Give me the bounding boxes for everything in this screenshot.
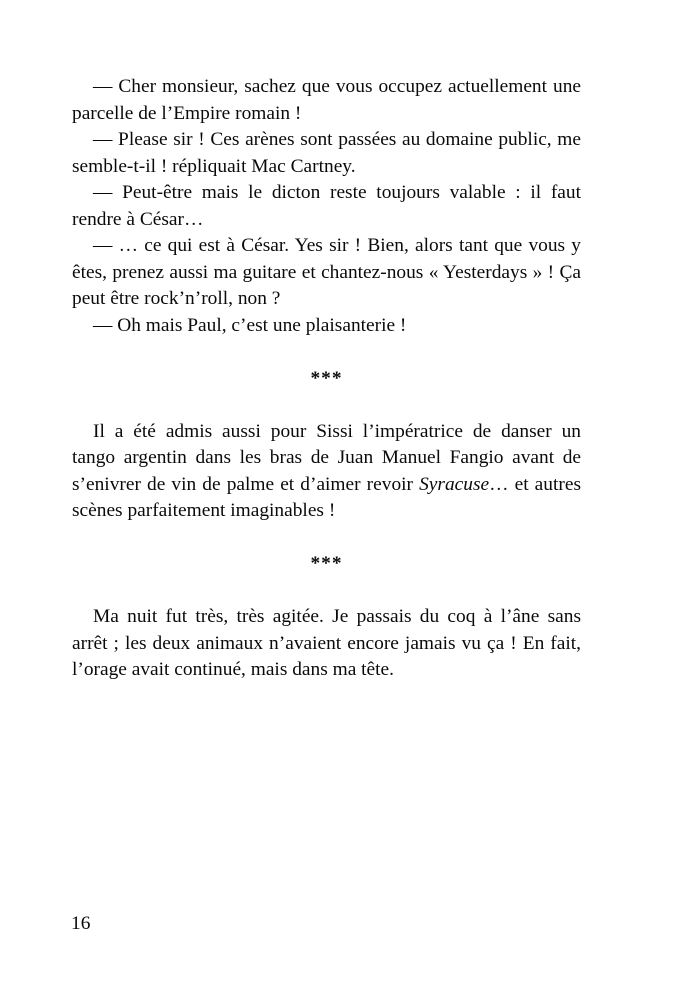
text-line [72, 74, 581, 101]
text-line [72, 154, 581, 181]
text-line [72, 286, 581, 313]
text-line [72, 260, 581, 287]
text-run: — Oh mais Paul, c’est une plaisanterie ! [93, 314, 407, 336]
paragraph [72, 180, 581, 233]
text-run: s’enivrer de vin de palme et d’aimer revoir [72, 473, 420, 495]
paragraph [72, 313, 581, 340]
text-run: — … ce qui est à César. Yes sir ! Bien, alors tant que vous y [93, 235, 581, 256]
text-run: Il a été admis aussi pour Sissi l’impératrice de danser un [93, 420, 581, 442]
text-run: scènes parfaitement imaginables ! [72, 500, 336, 521]
text-line [72, 419, 581, 446]
text-run: arrêt ; les deux animaux n’avaient encore jamais vu ça ! En fait, [72, 632, 581, 654]
text-line [72, 313, 581, 340]
text-run: peut être rock’n’roll, non ? [72, 288, 281, 309]
italic-text: Syracuse [419, 473, 490, 495]
text-run: l’orage avait continué, mais dans ma tête. [72, 659, 394, 680]
section-separator: *** [310, 367, 343, 389]
text-run: êtes, prenez aussi ma guitare et chantez-nous « Yesterdays » ! Ça [72, 261, 581, 283]
text-run: tango argentin dans les bras de Juan Manuel Fangio avant de [72, 447, 581, 468]
paragraph [72, 74, 581, 127]
text-line [72, 445, 581, 472]
text-run: rendre à César… [72, 208, 204, 230]
text-run: — Cher monsieur, sachez que vous occupez actuellement une [93, 76, 581, 97]
text-run: Ma nuit fut très, très agitée. Je passais du coq à l’âne sans [93, 606, 581, 627]
text-run: … et autres [489, 473, 581, 495]
section-separator: *** [310, 553, 343, 574]
text-line [72, 498, 581, 525]
paragraph [72, 127, 581, 180]
text-line [72, 233, 581, 260]
text-line [72, 631, 581, 658]
page-text [72, 74, 581, 684]
page-number: 16 [71, 913, 91, 934]
text-run: — Please sir ! Ces arènes sont passées au domaine public, me [93, 129, 581, 150]
text-line [72, 657, 581, 684]
text-line [72, 472, 581, 499]
text-line [72, 127, 581, 154]
paragraph [72, 233, 581, 313]
text-run: — Peut-être mais le dicton reste toujours valable : il faut [93, 182, 581, 203]
text-line [72, 180, 581, 207]
text-line [72, 101, 581, 128]
paragraph [72, 419, 581, 525]
paragraph [72, 604, 581, 684]
text-line [72, 604, 581, 631]
text-run: semble-t-il ! répliquait Mac Cartney. [72, 155, 356, 177]
text-line [72, 207, 581, 234]
text-run: parcelle de l’Empire romain ! [72, 102, 302, 124]
